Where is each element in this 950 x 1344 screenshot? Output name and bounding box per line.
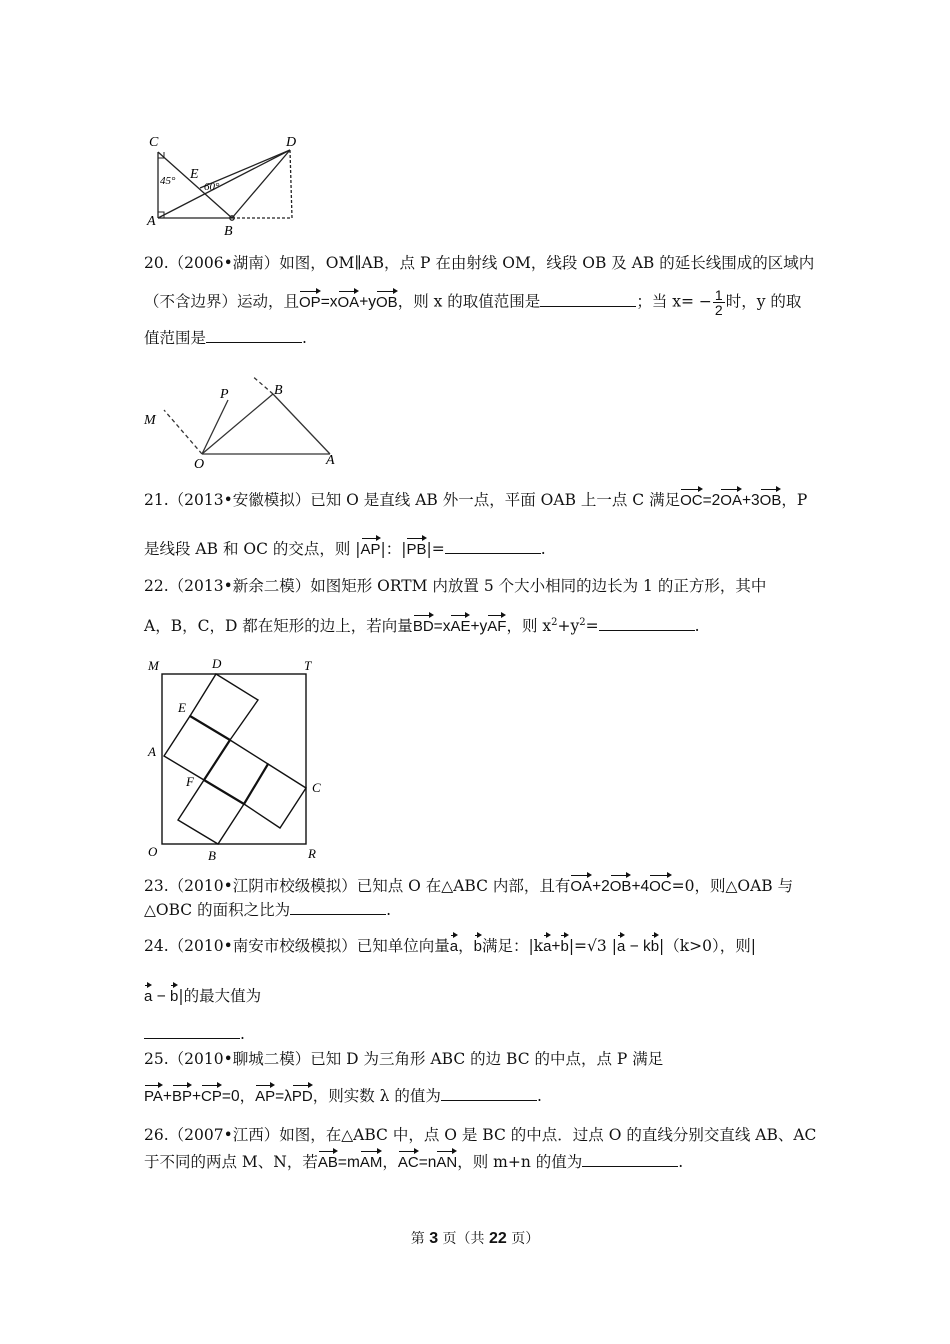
q20-text-b: ，则 x 的取值范围是 — [397, 292, 541, 311]
q24-op-minus: − k — [625, 938, 651, 955]
q25-op-plus-1: + — [162, 1088, 172, 1105]
segment-bd — [232, 150, 290, 218]
label-m: M — [144, 413, 156, 428]
q26-vector-ac: AC — [398, 1150, 419, 1174]
q24-comma: ， — [458, 937, 474, 955]
q25-answer-blank — [441, 1084, 537, 1101]
q22-op-eq: =x — [433, 618, 451, 636]
q21-vector-oa: OA — [720, 488, 742, 512]
q20-fraction-numerator: 1 — [714, 287, 723, 303]
q21-text-c: 是线段 AB 和 OC 的交点，则 | — [144, 540, 361, 558]
q25-vector-bp: BP — [172, 1084, 192, 1108]
q20-vector-op: OP — [299, 290, 321, 314]
q24-line2 — [144, 984, 261, 1008]
figure-q20 — [140, 376, 350, 470]
q24-text-e: |的最大值为 — [178, 987, 262, 1005]
q22-vector-bd: BD — [413, 614, 434, 638]
q24-op-plus: + — [551, 938, 561, 955]
q23-op-plus-1: +2 — [592, 878, 610, 895]
q21-vector-oc: OC — [680, 488, 703, 512]
q20-text-e: 值范围是 — [144, 329, 207, 347]
q26-text-a: 于不同的两点 M、N，若 — [144, 1153, 318, 1171]
q23-line1 — [144, 874, 793, 898]
edge-center-right — [244, 764, 268, 804]
q23-text-c: △OBC 的面积之比为 — [144, 901, 291, 919]
q22-end: . — [694, 617, 700, 636]
q23-text-b: =0，则△OAB 与 — [671, 877, 794, 895]
edge-center-bottom — [204, 780, 244, 804]
label-b: B — [274, 383, 283, 398]
edge-e — [190, 716, 230, 740]
q24-vector-b: b — [474, 934, 482, 958]
square-left — [164, 716, 230, 780]
label-c: C — [149, 135, 159, 150]
q21-text-mid: |：| — [380, 540, 407, 558]
q26-text-b: ，则 m+n 的值为 — [457, 1153, 583, 1171]
q20-op-plus: +y — [359, 293, 377, 311]
q26-end: . — [678, 1153, 684, 1171]
segment-ob — [202, 394, 273, 454]
q20-line2 — [144, 288, 801, 317]
segment-op — [202, 400, 228, 454]
q22-op-plus: +y — [470, 618, 488, 636]
q24-text-c: |=√3 | — [568, 937, 617, 955]
label-p: P — [220, 387, 229, 402]
q26-op-eq-m: =m — [337, 1154, 360, 1171]
label-d: D — [286, 135, 297, 150]
q21-line1 — [144, 488, 807, 512]
square-center — [204, 740, 268, 804]
q25-line2 — [144, 1084, 542, 1108]
q24-vector-b-4: b — [170, 984, 178, 1008]
q25-eq-zero: =0， — [221, 1088, 256, 1105]
q21-vector-ob: OB — [760, 488, 782, 512]
q23-line2 — [144, 898, 391, 921]
q20-vector-ob: OB — [376, 290, 398, 314]
q21-text-d: |= — [426, 540, 445, 558]
q24-line1 — [144, 934, 756, 958]
ray-om — [164, 410, 202, 454]
q25-vector-ap: AP — [255, 1084, 275, 1108]
extension-ab — [250, 376, 273, 394]
segment-ba — [273, 394, 330, 454]
label-a: A — [148, 744, 156, 759]
q22-text-a: A，B，C，D 都在矩形的边上，若向量 — [144, 617, 413, 636]
q24-vector-a: a — [450, 934, 458, 958]
dashed-vertical — [290, 150, 292, 218]
q26-vector-am: AM — [360, 1150, 383, 1174]
footer-mid: 页（共 — [442, 1231, 485, 1247]
q23-vector-oc: OC — [649, 874, 672, 898]
q25-op-plus-2: + — [191, 1088, 202, 1105]
label-e: E — [178, 700, 186, 715]
figure-q22 — [140, 652, 330, 864]
q21-op-eq: =2 — [702, 492, 721, 509]
q25-line1: 25.（2010•聊城二模）已知 D 为三角形 ABC 的边 BC 的中点，点 P 满足 — [144, 1050, 664, 1068]
footer-pre: 第 — [410, 1231, 425, 1247]
q20-line3 — [144, 326, 307, 349]
q25-vector-pa: PA — [144, 1084, 163, 1108]
q23-vector-oa: OA — [570, 874, 592, 898]
q20-text-d: 时，y 的取 — [725, 292, 802, 311]
q25-vector-pd: PD — [292, 1084, 313, 1108]
q24-text-b: 满足：|k — [481, 937, 544, 955]
q24-vector-a-4: a — [144, 984, 152, 1008]
q22-answer-blank — [599, 614, 695, 631]
q23-answer-blank — [290, 898, 386, 915]
q25-op-lambda: =λ — [275, 1088, 292, 1105]
figure-q19 — [140, 132, 310, 238]
q24-answer-blank — [144, 1022, 240, 1039]
q24-end: . — [240, 1025, 245, 1043]
label-t: T — [304, 658, 312, 673]
square-bottom — [178, 780, 244, 844]
q26-op-eq-n: =n — [418, 1154, 437, 1171]
q24-text-d: |（k>0），则| — [659, 937, 756, 955]
q21-text-a: 21.（2013•安徽模拟）已知 O 是直线 AB 外一点，平面 OAB 上一点 C 满足 — [144, 491, 681, 509]
label-a: A — [147, 214, 156, 229]
q21-line2 — [144, 537, 546, 561]
q22-line1: 22.（2013•新余二模）如图矩形 ORTM 内放置 5 个大小相同的边长为 1 的正方形，其中 — [144, 577, 767, 595]
label-angle-60: 60° — [204, 181, 220, 193]
q26-vector-an: AN — [436, 1150, 457, 1174]
label-o: O — [148, 844, 158, 859]
square-top — [190, 674, 258, 740]
q20-fraction-denominator: 2 — [714, 302, 723, 318]
q22-text-c: +y — [557, 617, 580, 636]
q21-vector-ap: AP — [361, 537, 381, 561]
q23-text-a: 23.（2010•江阴市校级模拟）已知点 O 在△ABC 内部，且有 — [144, 877, 571, 895]
segment-ad — [158, 150, 290, 218]
q20-fraction — [713, 288, 725, 317]
label-d: D — [212, 656, 222, 671]
label-angle-45: 45° — [160, 175, 176, 187]
q26-answer-blank — [582, 1150, 678, 1167]
q24-vector-a-2: a — [543, 934, 551, 958]
q21-vector-pb: PB — [406, 537, 426, 561]
label-c: C — [312, 780, 321, 795]
q22-sup-1: 2 — [551, 617, 558, 628]
q24-vector-b-3: b — [651, 934, 659, 958]
label-a: A — [326, 453, 335, 468]
footer-post: 页） — [511, 1231, 540, 1247]
q24-op-minus-2: − — [152, 988, 171, 1005]
q25-end: . — [536, 1087, 542, 1105]
q20-op-eq: =x — [320, 293, 338, 311]
q20-text-c: ；当 x= − — [636, 292, 712, 311]
q22-vector-af: AF — [487, 614, 506, 638]
q21-end: . — [540, 540, 546, 558]
q24-vector-b-2: b — [560, 934, 568, 958]
q20-answer-blank-1 — [540, 290, 636, 307]
q25-vector-cp: CP — [201, 1084, 222, 1108]
q22-sup-2: 2 — [579, 617, 586, 628]
q21-answer-blank — [445, 537, 541, 554]
edge-f — [204, 740, 230, 780]
footer-page-number: 3 — [429, 1230, 439, 1247]
label-m: M — [148, 658, 159, 673]
page-footer — [0, 1228, 950, 1248]
q20-text-a: （不含边界）运动，且 — [144, 292, 300, 311]
q20-line1: 20.（2006•湖南）如图，OM∥AB，点 P 在由射线 OM，线段 OB 及 AB 的延长线围成的区域内 — [144, 254, 815, 272]
square-right — [244, 764, 306, 828]
label-b: B — [208, 848, 216, 863]
q25-text-b: ，则实数 λ 的值为 — [312, 1087, 441, 1105]
q23-op-plus-2: +4 — [631, 878, 650, 895]
q20-answer-blank-2 — [206, 326, 302, 343]
q20-vector-oa: OA — [338, 290, 360, 314]
q24-vector-a-3: a — [617, 934, 625, 958]
q21-op-plus: +3 — [741, 492, 760, 509]
q24-line3 — [144, 1022, 245, 1045]
q23-end: . — [386, 901, 392, 919]
q22-text-d: = — [585, 617, 599, 636]
q26-line2 — [144, 1150, 683, 1174]
q22-line2 — [144, 612, 700, 638]
footer-total-pages: 22 — [489, 1230, 507, 1247]
q26-vector-ab: AB — [318, 1150, 338, 1174]
q23-vector-ob: OB — [610, 874, 632, 898]
label-r: R — [308, 846, 316, 861]
label-e: E — [190, 167, 199, 182]
label-b: B — [224, 224, 233, 238]
q22-vector-ae: AE — [450, 614, 470, 638]
q21-text-b: ，P — [781, 491, 808, 509]
q22-text-b: ，则 x — [506, 617, 552, 636]
q26-line1: 26.（2007•江西）如图，在△ABC 中，点 O 是 BC 的中点．过点 O 的直线分别交直线 AB、AC — [144, 1126, 817, 1144]
label-f: F — [186, 774, 194, 789]
q20-end: . — [302, 329, 307, 347]
q24-text-a: 24.（2010•南安市校级模拟）已知单位向量 — [144, 937, 450, 955]
label-o: O — [194, 457, 205, 470]
q26-sep: ， — [382, 1153, 398, 1171]
